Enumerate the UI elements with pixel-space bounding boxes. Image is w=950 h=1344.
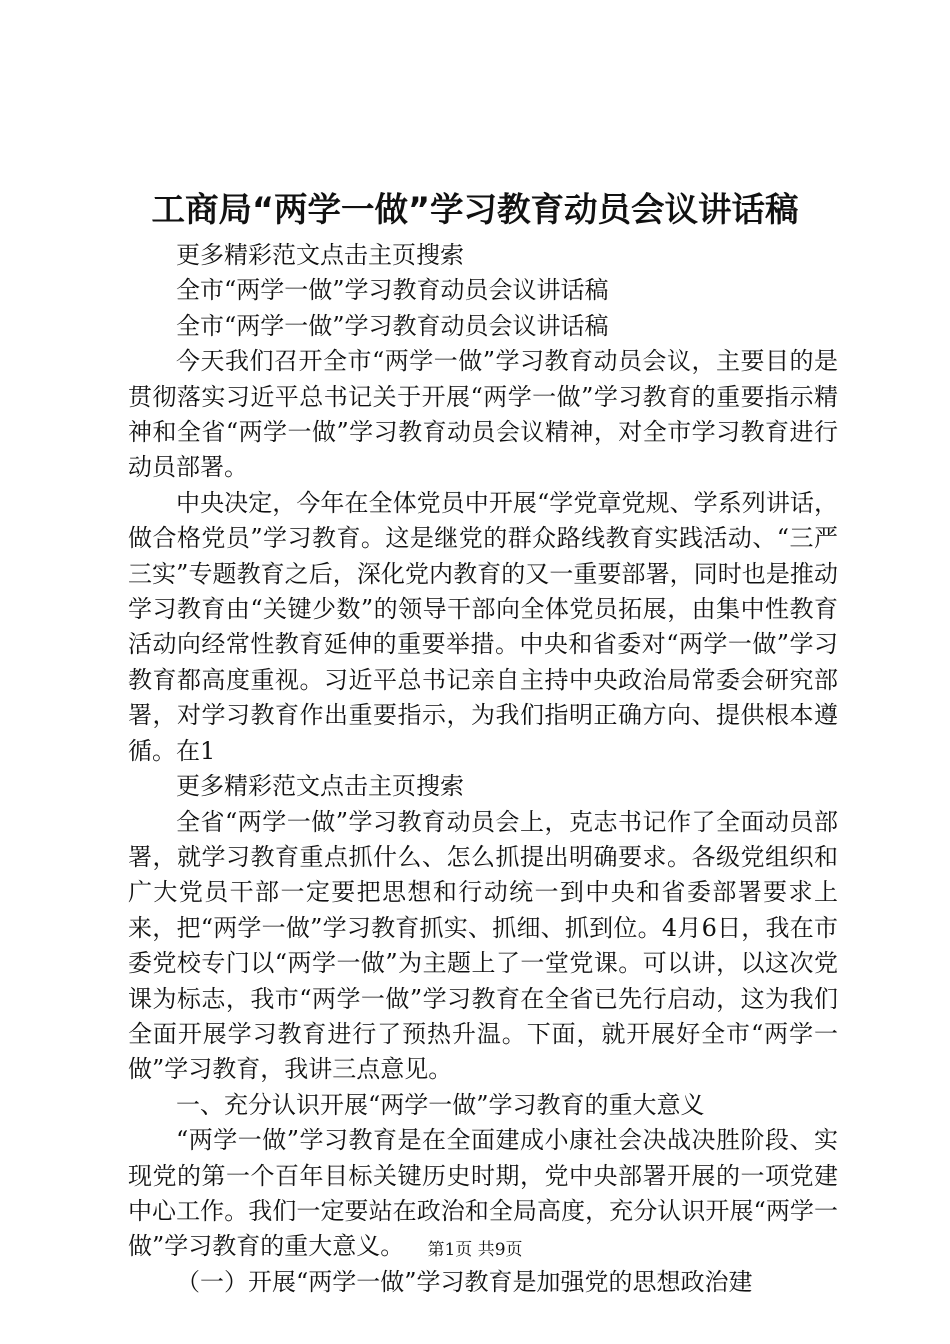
body-paragraph: 今天我们召开全市“两学一做”学习教育动员会议，主要目的是贯彻落实习近平总书记关于开展“两学一做”学习教育的重要指示精神和全省“两学一做”学习教育动员会议精神，对全市学习教育进行动员部署。 xyxy=(128,347,838,482)
promo-line: 更多精彩范文点击主页搜索 xyxy=(176,241,464,269)
body-paragraph: “两学一做”学习教育是在全面建成小康社会决战决胜阶段、实现党的第一个百年目标关键历史时期，党中央部署开展的一项党建中心工作。我们一定要站在政治和全局高度，充分认识开展“两学一做”学习教育的重大意义。 xyxy=(128,1126,838,1261)
subtitle-line: 全市“两学一做”学习教育动员会议讲话稿 xyxy=(176,311,609,340)
section-heading: 一、充分认识开展“两学一做”学习教育的重大意义 xyxy=(176,1090,705,1119)
body-paragraph: 中央决定，今年在全体党员中开展“学党章党规、学系列讲话，做合格党员”学习教育。这是继党的群众路线教育实践活动、“三严三实”专题教育之后，深化党内教育的又一重要部署，同时也是推动学习教育由“关键少数”的领导干部向全体党员拓展，由集中性教育活动向经常性教育延伸的重要举措。中央和省委对“两学一做”学习教育都高度重视。习近平总书记亲自主持中央政治局常委会研究部署，对学习教育作出重要指示，为我们指明正确方向、提供根本遵循。在1 xyxy=(128,488,838,765)
page-number: 第1页 共9页 xyxy=(427,1240,523,1260)
body-paragraph: 全省“两学一做”学习教育动员会上，克志书记作了全面动员部署，就学习教育重点抓什么、怎么抓提出明确要求。各级党组织和广大党员干部一定要把思想和行动统一到中央和省委部署要求上来，把“两学一做”学习教育抓实、抓细、抓到位。4月6日，我在市委党校专门以“两学一做”为主题上了一堂党课。可以讲，以这次党课为标志，我市“两学一做”学习教育在全省已先行启动，这为我们全面开展学习教育进行了预热升温。下面，就开展好全市“两学一做”学习教育，我讲三点意见。 xyxy=(128,807,838,1084)
subsection-heading: （一）开展“两学一做”学习教育是加强党的思想政治建 xyxy=(176,1267,753,1296)
promo-line: 更多精彩范文点击主页搜索 xyxy=(176,772,464,801)
document-body xyxy=(128,238,838,1300)
subtitle-line: 全市“两学一做”学习教育动员会议讲话稿 xyxy=(176,276,609,305)
document-title: 工商局“两学一做”学习教育动员会议讲话稿 xyxy=(151,190,799,229)
